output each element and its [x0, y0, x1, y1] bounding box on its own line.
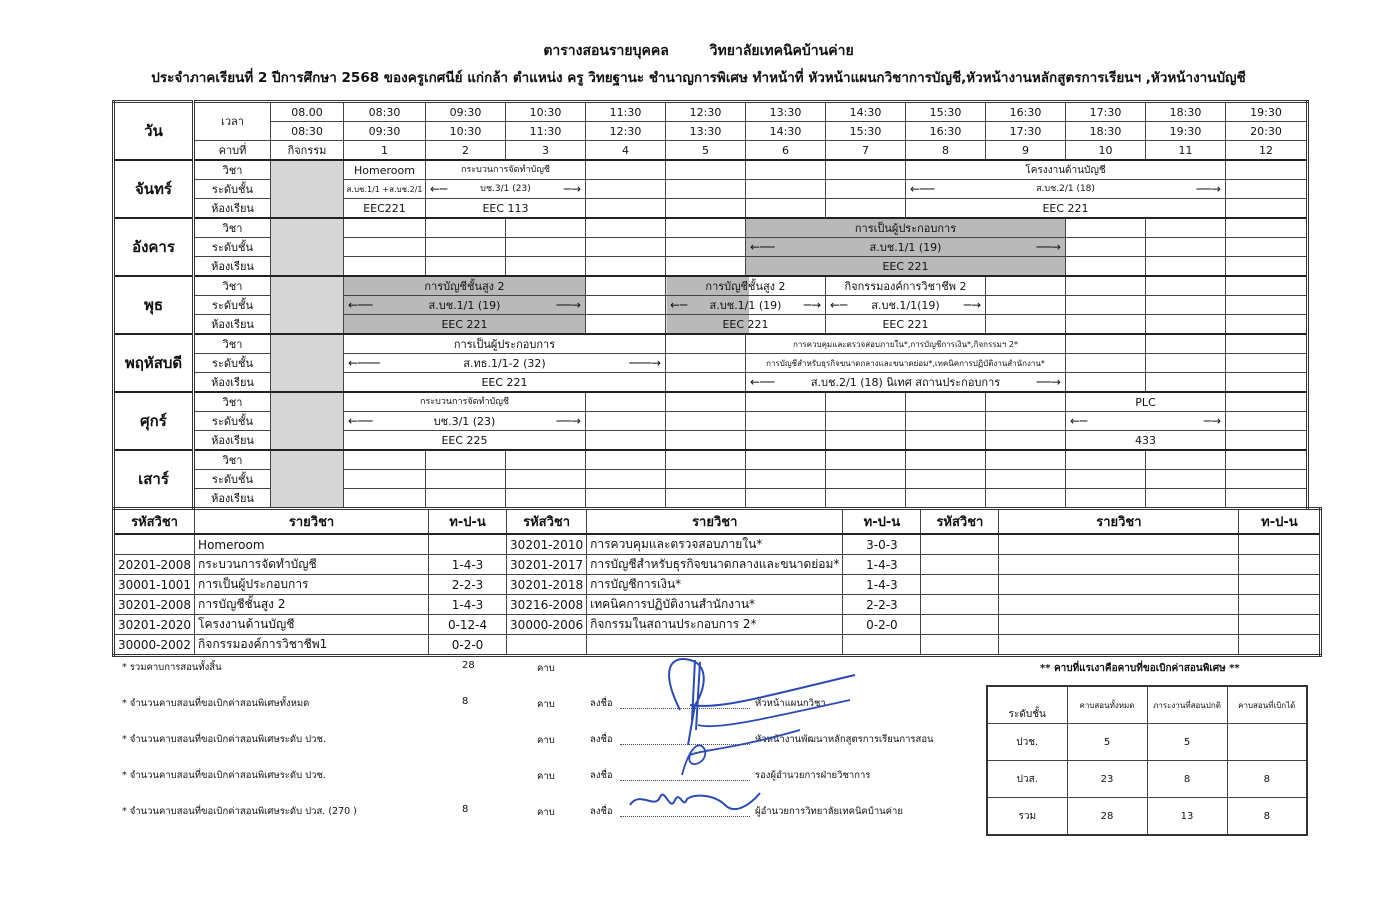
- wed-slot2-level: ←─ ส.บช.1/1 (19) ─→: [666, 296, 826, 315]
- mon-slot1-room: EEC 113: [426, 199, 586, 219]
- day-friday: ศุกร์: [114, 392, 194, 450]
- summary-value: 8: [462, 696, 469, 707]
- summary-unit: คาบ: [537, 771, 555, 782]
- homeroom-level: ส.บช.1/1 +ส.บช.2/1: [344, 180, 426, 199]
- day-row-monday: [114, 160, 1308, 180]
- subject-credit: [429, 534, 507, 555]
- time-end: 11:30: [506, 122, 586, 141]
- quota-value: 28: [1067, 798, 1147, 836]
- quota-value: [1227, 724, 1307, 761]
- time-label: เวลา: [194, 102, 271, 141]
- quota-value: 23: [1067, 761, 1147, 798]
- subject-code: 30201-2008: [114, 595, 195, 615]
- homeroom-subject: Homeroom: [344, 160, 426, 180]
- quota-value: 13: [1147, 798, 1227, 836]
- time-start: 15:30: [906, 102, 986, 122]
- row-label-subject: วิชา: [194, 160, 271, 180]
- time-end: 12:30: [586, 122, 666, 141]
- summary-unit: คาบ: [537, 735, 555, 746]
- period-number: 9: [986, 141, 1066, 161]
- thu-slot2-line2: การบัญชีสำหรับธุรกิจขนาดกลางและขนาดย่อม*,เทคนิคการปฏิบัติงานสำนักงาน*: [746, 354, 1066, 373]
- time-start: 16:30: [986, 102, 1066, 122]
- arrow-left-icon: ←─: [1070, 413, 1088, 428]
- subject-name: การควบคุมและตรวจสอบภายใน*: [587, 534, 843, 555]
- day-row-wednesday: [114, 276, 1308, 296]
- subject-name: การบัญชีสำหรับธุรกิจขนาดกลางและขนาดย่อม*: [587, 555, 843, 575]
- mon-slot1-level: ←─ บช.3/1 (23) ─→: [426, 180, 586, 199]
- arrow-right-icon: ──→: [556, 413, 581, 428]
- subjects-table: [112, 507, 1322, 657]
- day-wednesday: พุธ: [114, 276, 194, 334]
- arrow-right-icon: ──→: [1036, 374, 1061, 389]
- header-credit: ท-ป-น: [429, 509, 507, 535]
- time-end: 19:30: [1146, 122, 1226, 141]
- subject-name: โครงงานด้านบัญชี: [195, 615, 429, 635]
- sign-label: ลงชื่อ: [590, 806, 613, 817]
- schedule-table: [112, 100, 1309, 510]
- sign-label: ลงชื่อ: [590, 734, 613, 745]
- header-credit: ท-ป-น: [1239, 509, 1321, 535]
- fri-slot1-level: ←── บช.3/1 (23) ──→: [344, 412, 586, 431]
- time-end: 10:30: [426, 122, 506, 141]
- time-start: 13:30: [746, 102, 826, 122]
- subject-code: 30000-2006: [507, 615, 587, 635]
- subject-name: กิจกรรมในสถานประกอบการ 2*: [587, 615, 843, 635]
- period-label: คาบที่: [194, 141, 271, 161]
- arrow-left-icon: ←──: [750, 374, 775, 389]
- thu-slot2-line3: ←── ส.บช.2/1 (18) นิเทศ สถานประกอบการ ──→: [746, 373, 1066, 393]
- period-number: 5: [666, 141, 746, 161]
- time-start: 14:30: [826, 102, 906, 122]
- period-number: 8: [906, 141, 986, 161]
- period-number: 3: [506, 141, 586, 161]
- signer-role: รองผู้อำนวยการฝ่ายวิชาการ: [755, 770, 871, 781]
- day-monday: จันทร์: [114, 160, 194, 218]
- shaded-note: ** คาบที่แรเงาคือคาบที่ขอเบิกค่าสอนพิเศษ **: [1040, 663, 1240, 674]
- summary-unit: คาบ: [537, 807, 555, 818]
- arrow-right-icon: ───→: [629, 355, 661, 370]
- day-thursday: พฤหัสบดี: [114, 334, 194, 392]
- activity-cell: [271, 450, 344, 509]
- header-name: รายวิชา: [999, 509, 1239, 535]
- document-subtitle: ประจำภาคเรียนที่ 2 ปีการศึกษา 2568 ของครูเกศนีย์ แก่กล้า ตำแหน่ง ครู วิทยฐานะ ชำนาญการพิเศษ ทำหน้าที่ หัวหน้าแผนกวิชาการบัญชี,หัวหน้างานหลักสูตรการเรียนฯ ,หัวหน้างานบัญชี: [151, 70, 1246, 86]
- time-end: 15:30: [826, 122, 906, 141]
- period-number: 11: [1146, 141, 1226, 161]
- subject-credit: 2-2-3: [843, 595, 921, 615]
- quota-header-row: [987, 686, 1307, 724]
- quota-row: [987, 724, 1307, 761]
- quota-level: ปวส.: [987, 761, 1067, 798]
- fri-slot2-level: [1066, 412, 1226, 431]
- row-label-level: ระดับชั้น: [194, 180, 271, 199]
- header-code: รหัสวิชา: [114, 509, 195, 535]
- subject-code: 30201-2018: [507, 575, 587, 595]
- subject-name: กิจกรรมองค์การวิชาชีพ1: [195, 635, 429, 656]
- summary-unit: คาบ: [537, 699, 555, 710]
- row-label-subject: วิชา: [194, 276, 271, 296]
- subject-code: 20201-2008: [114, 555, 195, 575]
- time-end: 20:30: [1226, 122, 1308, 141]
- subject-code: 30201-2010: [507, 534, 587, 555]
- header-code: รหัสวิชา: [507, 509, 587, 535]
- time-end: 18:30: [1066, 122, 1146, 141]
- summary-label: * รวมคาบการสอนทั้งสิ้น: [122, 662, 222, 673]
- arrow-left-icon: ←─: [430, 181, 448, 196]
- day-row-tuesday: [114, 218, 1308, 238]
- subject-credit: 1-4-3: [843, 555, 921, 575]
- document-title: [0, 40, 1397, 62]
- fri-slot1-subject: กระบวนการจัดทำบัญชี: [344, 392, 586, 412]
- row-label-subject: วิชา: [194, 392, 271, 412]
- quota-header: คาบสอนที่เบิกได้: [1227, 686, 1307, 724]
- activity-cell: [271, 334, 344, 392]
- arrow-right-icon: ─→: [1203, 413, 1221, 428]
- arrow-left-icon: ←──: [348, 413, 373, 428]
- subject-credit: 0-2-0: [843, 615, 921, 635]
- day-tuesday: อังคาร: [114, 218, 194, 276]
- mon-slot1-subject: กระบวนการจัดทำบัญชี: [426, 160, 586, 180]
- tue-slot1-room: EEC 221: [746, 257, 1066, 277]
- wed-slot3-level: ←─ ส.บช.1/1(19) ─→: [826, 296, 986, 315]
- subject-code: 30216-2008: [507, 595, 587, 615]
- day-row-friday: [114, 392, 1308, 412]
- fri-slot2-room: 433: [1066, 431, 1226, 451]
- day-row-saturday: [114, 450, 1308, 470]
- quota-header: ระดับชั้น: [987, 686, 1067, 724]
- time-end: 16:30: [906, 122, 986, 141]
- table-row: [114, 534, 1321, 555]
- quota-value: 8: [1147, 761, 1227, 798]
- period-number: 2: [426, 141, 506, 161]
- signer-role: หัวหน้าแผนกวิชา: [755, 698, 826, 709]
- table-row: [114, 615, 1321, 635]
- subject-code: 30001-1001: [114, 575, 195, 595]
- subject-credit: 3-0-3: [843, 534, 921, 555]
- time-row-end: [114, 122, 1308, 141]
- arrow-right-icon: ──→: [1036, 239, 1061, 254]
- signer-role: หัวหน้างานพัฒนาหลักสูตรการเรียนการสอน: [755, 734, 934, 745]
- quota-value: 8: [1227, 761, 1307, 798]
- mon-slot2-level: ←── ส.บช.2/1 (18) ──→: [906, 180, 1226, 199]
- quota-level: รวม: [987, 798, 1067, 836]
- header-credit: ท-ป-น: [843, 509, 921, 535]
- subject-name: การเป็นผู้ประกอบการ: [195, 575, 429, 595]
- mon-slot2-subject: โครงงานด้านบัญชี: [906, 160, 1226, 180]
- table-row: [114, 555, 1321, 575]
- header-name: รายวิชา: [587, 509, 843, 535]
- row-label-room: ห้องเรียน: [194, 373, 271, 393]
- subject-credit: 0-12-4: [429, 615, 507, 635]
- subject-code: [114, 534, 195, 555]
- row-label-level: ระดับชั้น: [194, 238, 271, 257]
- row-label-level: ระดับชั้น: [194, 412, 271, 431]
- subjects-header-row: [114, 509, 1321, 535]
- period-number: 12: [1226, 141, 1308, 161]
- title-text: ตารางสอนรายบุคคล: [543, 43, 669, 59]
- thu-slot1-level: ←─── ส.ทธ.1/1-2 (32) ───→: [344, 354, 666, 373]
- summary-unit: คาบ: [537, 663, 555, 674]
- arrow-left-icon: ←─: [830, 297, 848, 312]
- arrow-left-icon: ←──: [750, 239, 775, 254]
- time-start: 17:30: [1066, 102, 1146, 122]
- quota-value: 5: [1147, 724, 1227, 761]
- row-label-room: ห้องเรียน: [194, 257, 271, 277]
- sign-label: ลงชื่อ: [590, 770, 613, 781]
- period-number: 10: [1066, 141, 1146, 161]
- time-start: 18:30: [1146, 102, 1226, 122]
- summary-value: 8: [462, 804, 469, 815]
- time-end: 09:30: [344, 122, 426, 141]
- subject-credit: 0-2-0: [429, 635, 507, 656]
- quota-row: [987, 798, 1307, 836]
- summary-label: * จำนวนคาบสอนที่ขอเบิกค่าสอนพิเศษระดับ ปวส. (270 ): [122, 806, 357, 817]
- arrow-right-icon: ─→: [563, 181, 581, 196]
- row-label-level: ระดับชั้น: [194, 296, 271, 315]
- row-label-level: ระดับชั้น: [194, 470, 271, 489]
- subject-name: การบัญชีชั้นสูง 2: [195, 595, 429, 615]
- sign-label: ลงชื่อ: [590, 698, 613, 709]
- period-number: 4: [586, 141, 666, 161]
- quota-table: [986, 685, 1308, 836]
- summary-label: * จำนวนคาบสอนที่ขอเบิกค่าสอนพิเศษระดับ ปวช.: [122, 734, 326, 745]
- time-end: 08:30: [271, 122, 344, 141]
- quota-row: [987, 761, 1307, 798]
- wed-slot1-room: EEC 221: [344, 315, 586, 335]
- thu-slot1-room: EEC 221: [344, 373, 666, 393]
- arrow-left-icon: ←──: [910, 181, 935, 196]
- arrow-right-icon: ─→: [803, 297, 821, 312]
- time-start: 10:30: [506, 102, 586, 122]
- subject-code: 30201-2017: [507, 555, 587, 575]
- wed-slot2-room: EEC 221: [666, 315, 826, 335]
- header-name: รายวิชา: [195, 509, 429, 535]
- arrow-left-icon: ←─: [670, 297, 688, 312]
- subject-credit: 1-4-3: [429, 595, 507, 615]
- time-end: 14:30: [746, 122, 826, 141]
- day-row-thursday: [114, 334, 1308, 354]
- subject-credit: 1-4-3: [429, 555, 507, 575]
- wed-slot3-room: EEC 221: [826, 315, 986, 335]
- arrow-right-icon: ──→: [1196, 181, 1221, 196]
- subject-code: [507, 635, 587, 656]
- time-start: 08:30: [344, 102, 426, 122]
- signature-director-icon: [625, 785, 765, 825]
- period-row: [114, 141, 1308, 161]
- time-start: 08.00: [271, 102, 344, 122]
- arrow-right-icon: ─→: [963, 297, 981, 312]
- row-label-room: ห้องเรียน: [194, 431, 271, 451]
- activity-cell: [271, 160, 344, 218]
- activity-cell: [271, 218, 344, 276]
- time-start: 12:30: [666, 102, 746, 122]
- homeroom-room: EEC221: [344, 199, 426, 219]
- subject-credit: 2-2-3: [429, 575, 507, 595]
- subject-name: Homeroom: [195, 534, 429, 555]
- signature-head-of-department-icon: [620, 650, 860, 780]
- tue-slot1-subject: การเป็นผู้ประกอบการ: [746, 218, 1066, 238]
- period-number: 7: [826, 141, 906, 161]
- arrow-right-icon: ──→: [556, 297, 581, 312]
- time-start: 09:30: [426, 102, 506, 122]
- row-label-room: ห้องเรียน: [194, 315, 271, 335]
- row-label-subject: วิชา: [194, 450, 271, 470]
- wed-slot2-subject: การบัญชีชั้นสูง 2: [666, 276, 826, 296]
- time-start: 11:30: [586, 102, 666, 122]
- wed-slot3-subject: กิจกรรมองค์การวิชาชีพ 2: [826, 276, 986, 296]
- tue-slot1-level: ←── ส.บช.1/1 (19) ──→: [746, 238, 1066, 257]
- subject-name: กระบวนการจัดทำบัญชี: [195, 555, 429, 575]
- row-label-subject: วิชา: [194, 218, 271, 238]
- row-label-level: ระดับชั้น: [194, 354, 271, 373]
- row-label-room: ห้องเรียน: [194, 489, 271, 509]
- time-row-start: [114, 102, 1308, 122]
- fri-slot2-subject: PLC: [1066, 392, 1226, 412]
- arrow-left-icon: ←───: [348, 355, 380, 370]
- wed-slot1-subject: การบัญชีชั้นสูง 2: [344, 276, 586, 296]
- period-number: 6: [746, 141, 826, 161]
- activity-cell: [271, 276, 344, 334]
- subject-credit: 1-4-3: [843, 575, 921, 595]
- subject-name: การบัญชีการเงิน*: [587, 575, 843, 595]
- arrow-left-icon: ←──: [348, 297, 373, 312]
- signer-role: ผู้อำนวยการวิทยาลัยเทคนิคบ้านค่าย: [755, 806, 903, 817]
- day-header: วัน: [114, 102, 194, 161]
- subject-code: 30201-2020: [114, 615, 195, 635]
- row-label-room: ห้องเรียน: [194, 199, 271, 219]
- college-name: วิทยาลัยเทคนิคบ้านค่าย: [709, 43, 854, 59]
- summary-label: * จำนวนคาบสอนที่ขอเบิกค่าสอนพิเศษระดับ ปวช.: [122, 770, 326, 781]
- table-row: [114, 575, 1321, 595]
- quota-header: คาบสอนทั้งหมด: [1067, 686, 1147, 724]
- thu-slot1-subject: การเป็นผู้ประกอบการ: [344, 334, 666, 354]
- quota-level: ปวช.: [987, 724, 1067, 761]
- time-end: 13:30: [666, 122, 746, 141]
- header-code: รหัสวิชา: [921, 509, 999, 535]
- mon-slot2-room: EEC 221: [906, 199, 1226, 219]
- summary-label: * จำนวนคาบสอนที่ขอเบิกค่าสอนพิเศษทั้งหมด: [122, 698, 310, 709]
- activity-label: กิจกรรม: [271, 141, 344, 161]
- quota-header: ภาระงานที่สอนปกติ: [1147, 686, 1227, 724]
- subject-code: 30000-2002: [114, 635, 195, 656]
- period-number: 1: [344, 141, 426, 161]
- wed-slot1-level: ←── ส.บช.1/1 (19) ──→: [344, 296, 586, 315]
- summary-value: 28: [462, 660, 475, 671]
- quota-value: 8: [1227, 798, 1307, 836]
- thu-slot2-line1: การควบคุมและตรวจสอบภายใน*,การบัญชีการเงิน*,กิจกรรมฯ 2*: [746, 334, 1066, 354]
- subject-name: เทคนิคการปฏิบัติงานสำนักงาน*: [587, 595, 843, 615]
- activity-cell: [271, 392, 344, 450]
- time-end: 17:30: [986, 122, 1066, 141]
- row-label-subject: วิชา: [194, 334, 271, 354]
- quota-value: 5: [1067, 724, 1147, 761]
- fri-slot1-room: EEC 225: [344, 431, 586, 451]
- day-saturday: เสาร์: [114, 450, 194, 509]
- table-row: [114, 595, 1321, 615]
- time-start: 19:30: [1226, 102, 1308, 122]
